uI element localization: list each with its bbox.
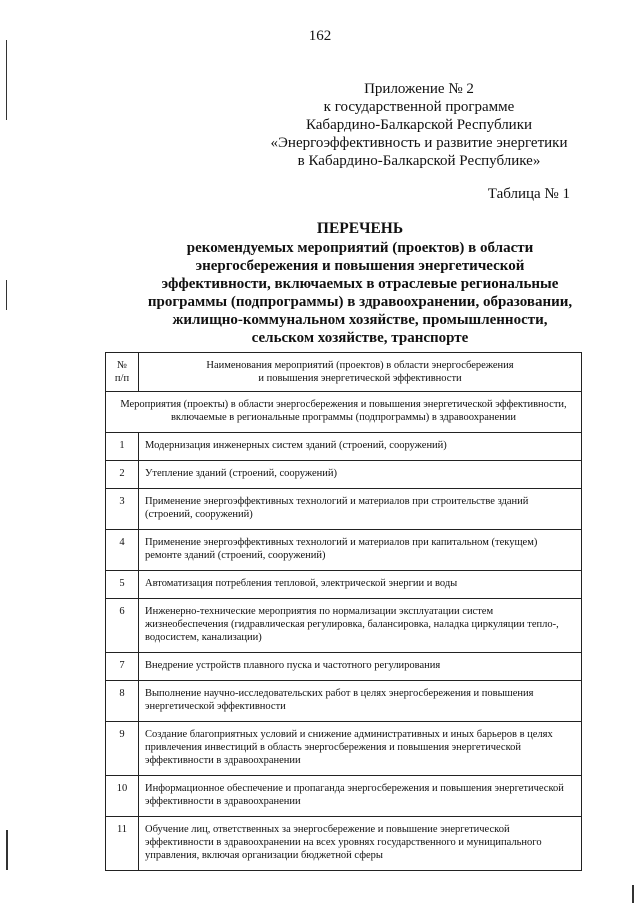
appendix-line: в Кабардино-Балкарской Республике» bbox=[297, 153, 541, 169]
row-number: 7 bbox=[106, 653, 139, 681]
header-name-line: и повышения энергетической эффективности bbox=[258, 373, 462, 384]
row-measure-text: Инженерно-технические мероприятия по нормализации эксплуатации систем жизнеобеспечения (гидравлическая регулировка, балансировка, наладка циркуляции тепло-, водосистем, канализации) bbox=[139, 599, 582, 653]
table-row bbox=[106, 681, 582, 722]
table-row bbox=[106, 433, 582, 461]
page-number: 162 bbox=[308, 28, 332, 44]
scan-edge-mark bbox=[632, 885, 634, 903]
appendix-reference bbox=[250, 80, 588, 170]
title-line: энергосбережения и повышения энергетической bbox=[195, 258, 525, 274]
table-header-row bbox=[106, 353, 582, 392]
title-line: жилищно-коммунальном хозяйстве, промышленности, bbox=[172, 312, 548, 328]
title-heading: ПЕРЕЧЕНЬ bbox=[316, 220, 404, 237]
row-measure-text: Информационное обеспечение и пропаганда энергосбережения и повышения энергетической эффективности в здравоохранении bbox=[139, 776, 582, 817]
row-measure-text: Создание благоприятных условий и снижение административных и иных барьеров в целях привлечения инвестиций в область энергосбережения и повышения энергетической эффективности в здравоохранении bbox=[139, 722, 582, 776]
row-number: 1 bbox=[106, 433, 139, 461]
title-line: программы (подпрограммы) в здравоохранении, образовании, bbox=[147, 294, 573, 310]
header-name-line: Наименования мероприятий (проектов) в области энергосбережения bbox=[206, 360, 514, 371]
table-row bbox=[106, 571, 582, 599]
appendix-line: к государственной программе bbox=[323, 99, 515, 115]
table-row bbox=[106, 817, 582, 871]
row-number: 2 bbox=[106, 461, 139, 489]
title-line: рекомендуемых мероприятий (проектов) в области bbox=[186, 240, 534, 256]
table-label: Таблица № 1 bbox=[487, 186, 570, 202]
section-line: включаемые в региональные программы (подпрограммы) в здравоохранении bbox=[170, 412, 517, 423]
document-title bbox=[140, 220, 580, 347]
row-measure-text: Внедрение устройств плавного пуска и частотного регулирования bbox=[139, 653, 582, 681]
row-measure-text: Выполнение научно-исследовательских работ в целях энергосбережения и повышения энергетической эффективности bbox=[139, 681, 582, 722]
table-row bbox=[106, 776, 582, 817]
row-number: 4 bbox=[106, 530, 139, 571]
appendix-line: Кабардино-Балкарской Республики bbox=[305, 117, 533, 133]
row-measure-text: Утепление зданий (строений, сооружений) bbox=[139, 461, 582, 489]
scan-edge-mark bbox=[6, 280, 7, 310]
appendix-line: «Энергоэффективность и развитие энергетики bbox=[270, 135, 568, 151]
header-name bbox=[139, 353, 582, 392]
row-measure-text: Автоматизация потребления тепловой, электрической энергии и воды bbox=[139, 571, 582, 599]
measures-table bbox=[105, 352, 582, 871]
scan-edge-mark bbox=[6, 830, 8, 870]
scan-edge-mark bbox=[6, 40, 7, 120]
section-line: Мероприятия (проекты) в области энергосбережения и повышения энергетической эффективности, bbox=[120, 399, 567, 410]
header-number-line: п/п bbox=[114, 373, 130, 384]
table-row bbox=[106, 530, 582, 571]
table-row bbox=[106, 599, 582, 653]
appendix-line: Приложение № 2 bbox=[364, 81, 474, 97]
section-row bbox=[106, 392, 582, 433]
row-number: 8 bbox=[106, 681, 139, 722]
row-number: 11 bbox=[106, 817, 139, 871]
table-row bbox=[106, 653, 582, 681]
table-row bbox=[106, 722, 582, 776]
header-number-line: № bbox=[116, 360, 128, 371]
header-number bbox=[106, 353, 139, 392]
row-number: 5 bbox=[106, 571, 139, 599]
row-number: 3 bbox=[106, 489, 139, 530]
title-line: эффективности, включаемых в отраслевые региональные bbox=[161, 276, 559, 292]
row-number: 9 bbox=[106, 722, 139, 776]
row-number: 6 bbox=[106, 599, 139, 653]
table-row bbox=[106, 461, 582, 489]
row-measure-text: Применение энергоэффективных технологий и материалов при строительстве зданий (строений, сооружений) bbox=[139, 489, 582, 530]
section-heading bbox=[106, 392, 582, 433]
row-measure-text: Модернизация инженерных систем зданий (строений, сооружений) bbox=[139, 433, 582, 461]
row-number: 10 bbox=[106, 776, 139, 817]
title-line: сельском хозяйстве, транспорте bbox=[251, 330, 469, 346]
row-measure-text: Обучение лиц, ответственных за энергосбережение и повышение энергетической эффективности в здравоохранении на всех уровнях государственного и муниципального управления, включая организации бюджетной сферы bbox=[139, 817, 582, 871]
row-measure-text: Применение энергоэффективных технологий и материалов при капитальном (текущем) ремонте зданий (строений, сооружений) bbox=[139, 530, 582, 571]
table-row bbox=[106, 489, 582, 530]
